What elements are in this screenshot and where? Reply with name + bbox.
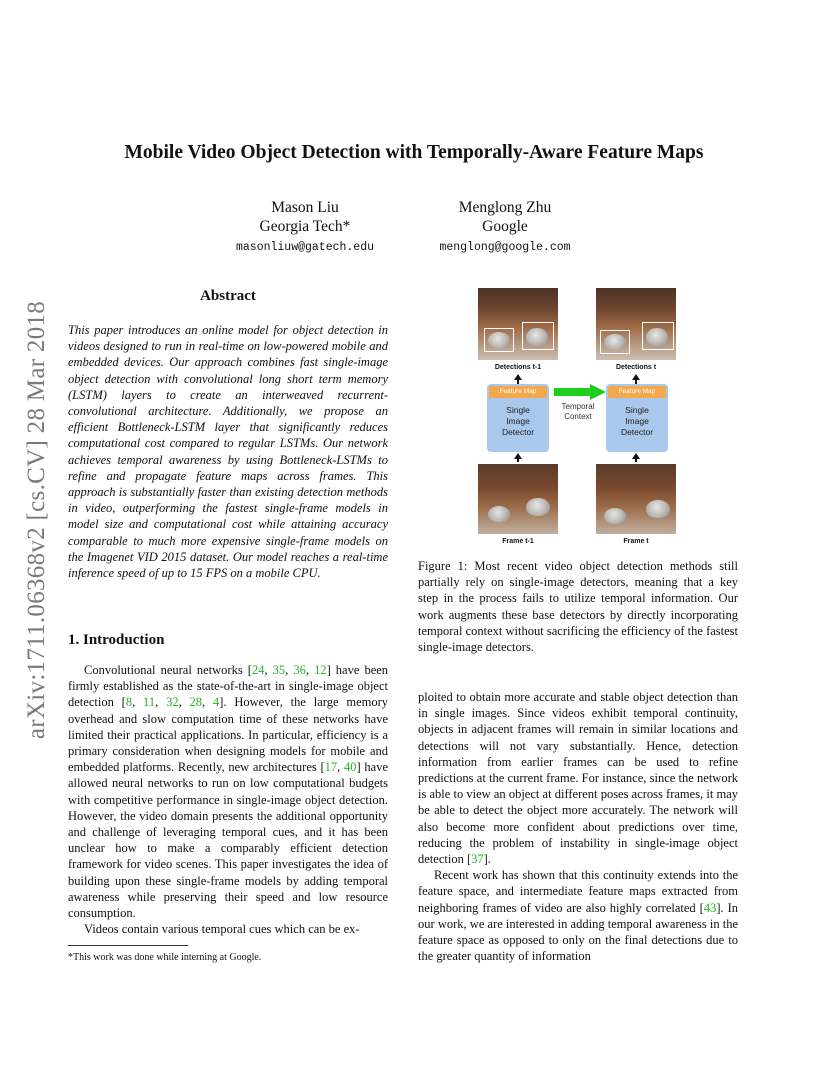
pigeon-image <box>604 508 626 524</box>
pigeon-image <box>488 506 510 522</box>
citation-link[interactable]: 40 <box>344 760 357 775</box>
label-frame-t-1: Frame t-1 <box>502 538 534 545</box>
author-email: masonliuw@gatech.edu <box>235 241 375 254</box>
citation-link[interactable]: 28 <box>189 695 203 710</box>
citation-link[interactable]: 12 <box>314 663 327 677</box>
pigeon-image <box>646 500 670 518</box>
author-affiliation: Google <box>482 218 528 235</box>
abstract-text: This paper introduces an online model for object detection in videos designed to run in real-time on low-powered mobile and embedded devices. Our approach combines fast single-image object detection with convolutional long short term memory (LSTM) layers to create an interweaved recurrent-convolutional architecture. Additionally, we propose an efficient Bottleneck-LSTM layer that significantly reduces computational cost compared to regular LSTMs. Our network achieves temporal awareness by using Bottleneck-LSTMs to refine and propagate feature maps across frames. This approach is substantially faster than existing detection methods in video, outperforming the fastest single-frame models in model size and computational cost while attaining accuracy comparable to much more expensive single-frame models on the Imagenet VID 2015 dataset. Our model reaches a real-time inference speed of up to 15 FPS on a mobile CPU. <box>68 323 388 581</box>
detector-label-line: Single <box>506 405 530 415</box>
detection-box <box>600 330 630 354</box>
detection-box <box>522 322 554 350</box>
author-block-2 <box>420 198 590 254</box>
feature-map-label: Feature Map <box>608 386 666 398</box>
label-frame-t: Frame t <box>623 538 649 545</box>
detector-label <box>487 405 549 438</box>
text-run: ploited to obtain more accurate and stable object detection than in single images. Since videos exhibit temporal continuity, objects in adjacent frames will remain in similar locations and detections will not vary substantially. Hence, detection information from earlier frames can be used to refine predictions at the current frame. For instance, since the network is able to view an object at different poses across frames, it may be able to detect the object more accurately. The network will also become more confident about predictions over time, reducing the problem of instability in single-image object detection [ <box>418 690 738 867</box>
citation-link[interactable]: 4 <box>213 695 220 710</box>
text-run: ]. In our work, we are interested in adding temporal awareness in the feature space as opposed to only on the final detections due to the greater quantity of information <box>418 900 738 964</box>
single-image-detector-right <box>606 384 668 452</box>
citation-link[interactable]: 32 <box>166 695 179 710</box>
citation-link[interactable]: 37 <box>471 852 484 867</box>
paper-title: Mobile Video Object Detection with Temporally-Aware Feature Maps <box>124 142 704 163</box>
single-image-detector-left <box>487 384 549 452</box>
intro-paragraph-1: Convolutional neural networks [24, 35, 36, 12] have been firmly established as the state-of-the-art in single-image object detection [8, 11, 32, 28, 4]. However, the large memory overhead and slow computation time of these networks have limited their practical applications. In particular, efficiency is a primary consideration when designing models for mobile and embedded platforms. Recently, new architectures [17, 40] have allowed neural networks to run on low computational budgets with competitive performance in single-image object detection. However, the video domain presents the additional opportunity and challenge of leveraging temporal cues, and it has been unclear how to make a comparably efficient detection framework for video scenes. This paper investigates the idea of building upon these single-frame models by adding temporal awareness while preserving their speed and low resource consumption. <box>68 663 389 921</box>
detection-photo-right <box>596 288 676 360</box>
author-email: menglong@google.com <box>439 241 571 254</box>
feature-map-label: Feature Map <box>489 386 547 398</box>
text-run: ]. <box>483 852 491 867</box>
right-column <box>418 689 738 964</box>
footnote: *This work was done while interning at Google. <box>68 952 262 963</box>
detector-label <box>606 405 668 438</box>
author-affiliation: Georgia Tech* <box>259 218 351 235</box>
detection-box <box>642 322 674 350</box>
detection-box <box>484 328 514 352</box>
text-run: Recent work has shown that this continuity extends into the feature space, and intermediate feature maps extracted from neighboring frames of video are also highly correlated [ <box>418 868 738 915</box>
pigeon-image <box>526 498 550 516</box>
abstract-heading: Abstract <box>200 288 256 304</box>
text-run: ] have been firmly established as the state-of-the-art in single-image object detection [ <box>68 663 389 710</box>
citation-link[interactable]: 43 <box>703 900 717 915</box>
detector-label-line: Single <box>625 405 649 415</box>
label-detections-t: Detections t <box>615 364 657 371</box>
text-run: Convolutional neural networks [ <box>84 663 252 677</box>
author-block-1 <box>220 198 390 254</box>
author-name: Menglong Zhu <box>458 199 552 216</box>
citation-link[interactable]: 36 <box>293 663 306 677</box>
temporal-arrow-icon <box>552 384 608 400</box>
section-heading-introduction: 1. Introduction <box>68 632 165 648</box>
text-run: ]. However, the large memory overhead and slow computation time of these networks have limited their practical applications. In particular, efficiency is a primary consideration when designing models for mobile and embedded platforms. Recently, new architectures [ <box>68 695 389 775</box>
citation-link[interactable]: 8 <box>125 695 133 710</box>
intro-paragraph-2: Videos contain various temporal cues which can be ex- <box>84 922 360 937</box>
citation-link[interactable]: 11 <box>143 695 156 710</box>
detector-label-line: Detector <box>620 427 654 437</box>
citation-link[interactable]: 17 <box>324 760 338 775</box>
arxiv-id: arXiv:1711.06368v2 [cs.CV] 28 Mar 2018 <box>23 300 50 740</box>
text-run: ] have allowed neural networks to run on low computational budgets with competitive performance in single-image object detection. However, the video domain presents the additional opportunity and challenge of leveraging temporal cues, and it has been unclear how to make a comparably efficient detection framework for video scenes. This paper investigates the idea of building upon these single-frame models by adding temporal awareness while preserving their speed and low resource consumption. <box>68 760 388 921</box>
frame-photo-right <box>596 464 676 534</box>
citation-link[interactable]: 24 <box>251 663 265 677</box>
footnote-rule <box>68 945 188 946</box>
author-name: Mason Liu <box>271 199 339 216</box>
figure-1 <box>470 286 685 552</box>
detector-label-line: Image <box>625 416 649 426</box>
frame-photo-left <box>478 464 558 534</box>
label-detections-t-1: Detections t-1 <box>494 364 542 371</box>
arrow-stem <box>517 458 519 462</box>
context-label-line: Temporal <box>561 402 595 411</box>
right-paragraph-2 <box>418 867 738 964</box>
detector-label-line: Detector <box>501 427 535 437</box>
arxiv-stamp <box>20 280 54 760</box>
temporal-context-label <box>552 402 604 422</box>
intro-column <box>68 662 388 937</box>
right-paragraph-1 <box>418 689 738 867</box>
detection-photo-left <box>478 288 558 360</box>
arrow-stem <box>635 458 637 462</box>
figure-caption: Figure 1: Most recent video object detection methods still partially rely on single-image detectors, meaning that a key step in the process fails to utilize temporal information. Our work augments these base detectors by directly incorporating temporal context without sacrificing the efficiency of the fastest single-image detectors. <box>418 559 738 655</box>
citation-link[interactable]: 35 <box>272 663 286 677</box>
context-label-line: Context <box>564 412 592 421</box>
detector-label-line: Image <box>506 416 530 426</box>
